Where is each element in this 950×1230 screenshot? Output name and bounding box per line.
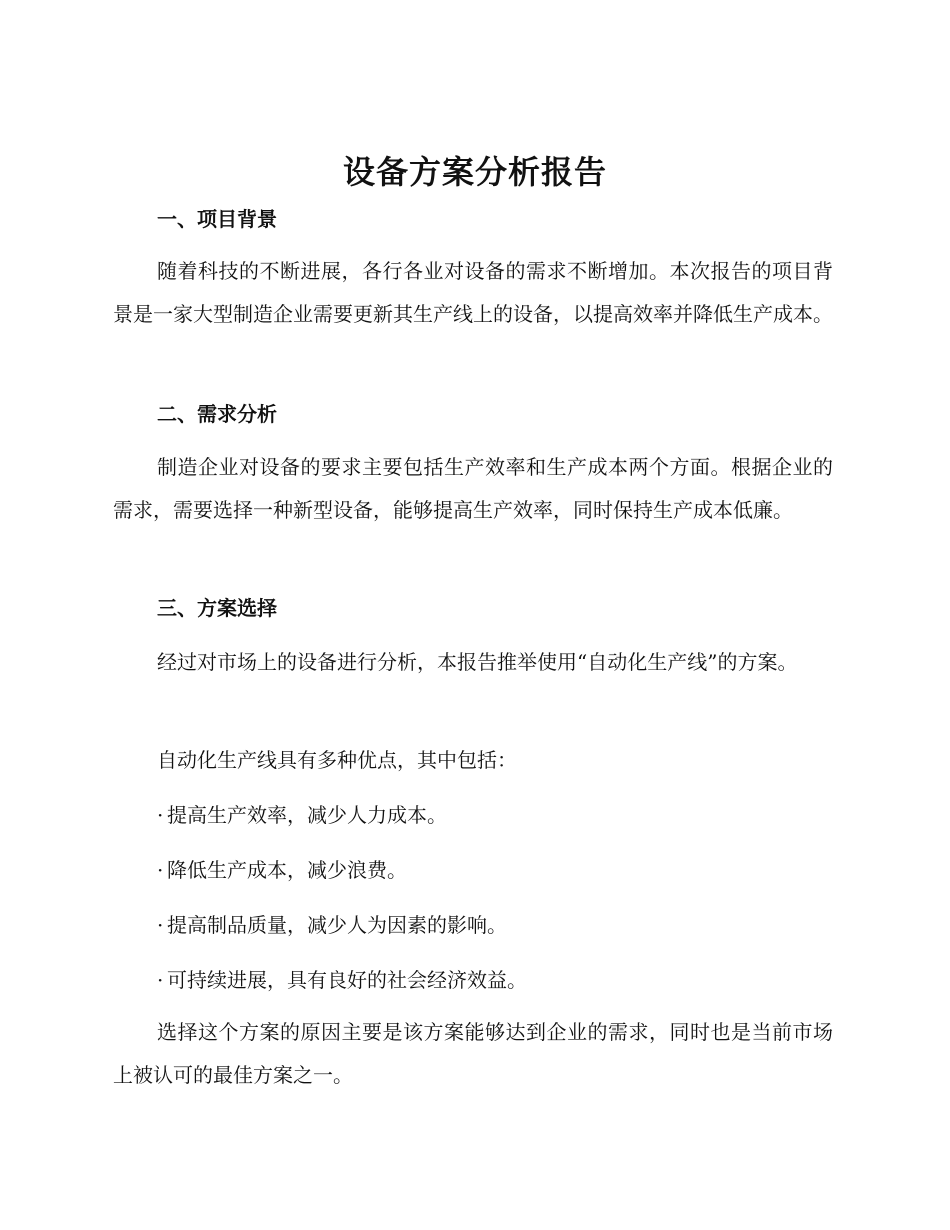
bullet-marker: · bbox=[157, 858, 164, 882]
bullet-item bbox=[157, 911, 507, 939]
bullet-item bbox=[157, 856, 407, 884]
paragraph-requirements: 制造企业对设备的要求主要包括生产效率和生产成本两个方面。根据企业的需求，需要选择一种新型设备，能够提高生产效率，同时保持生产成本低廉。 bbox=[113, 455, 833, 522]
bullet-marker: · bbox=[157, 968, 164, 992]
section-heading-background: 一、项目背景 bbox=[157, 207, 277, 231]
bullet-text: 降低生产成本，减少浪费。 bbox=[167, 858, 407, 882]
paragraph-solution: 经过对市场上的设备进行分析，本报告推举使用“自动化生产线”的方案。 bbox=[157, 650, 798, 674]
bullet-text: 可持续进展，具有良好的社会经济效益。 bbox=[167, 968, 527, 992]
bullet-marker: · bbox=[157, 803, 164, 827]
bullet-item bbox=[157, 966, 527, 994]
bullet-marker: · bbox=[157, 913, 164, 937]
bullet-text: 提高制品质量，减少人为因素的影响。 bbox=[167, 913, 507, 937]
paragraph-background: 随着科技的不断进展，各行各业对设备的需求不断增加。本次报告的项目背景是一家大型制造企业需要更新其生产线上的设备，以提高效率并降低生产成本。 bbox=[113, 259, 833, 326]
paragraph-conclusion: 选择这个方案的原因主要是该方案能够达到企业的需求，同时也是当前市场上被认可的最佳方案之一。 bbox=[113, 1020, 833, 1087]
bullet-item bbox=[157, 801, 447, 829]
section-heading-requirements: 二、需求分析 bbox=[157, 402, 277, 426]
section-heading-solution: 三、方案选择 bbox=[157, 596, 277, 620]
bullet-text: 提高生产效率，减少人力成本。 bbox=[167, 803, 447, 827]
advantages-intro: 自动化生产线具有多种优点，其中包括： bbox=[157, 748, 517, 772]
document-title: 设备方案分析报告 bbox=[342, 153, 607, 191]
